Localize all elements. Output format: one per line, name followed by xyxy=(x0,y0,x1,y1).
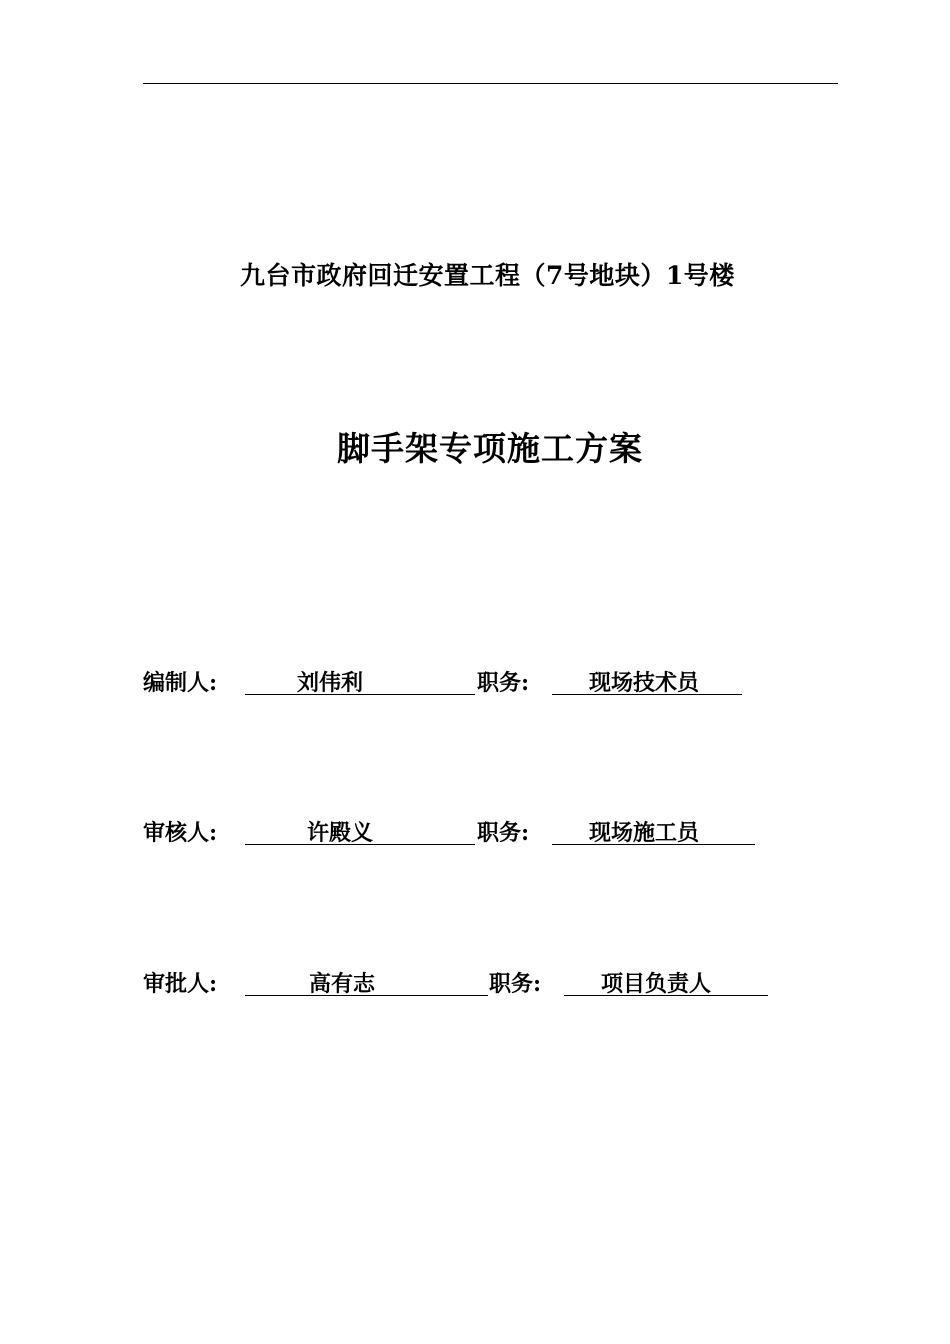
header-rule xyxy=(143,83,838,84)
approver-duty: 项目负责人 xyxy=(601,971,712,997)
preparer-name-field xyxy=(245,666,475,695)
approver-name: 高有志 xyxy=(309,971,376,997)
preparer-name: 刘伟利 xyxy=(297,670,364,696)
reviewer-duty-field xyxy=(552,816,755,845)
reviewer-duty: 现场施工员 xyxy=(589,820,700,846)
approver-name-field xyxy=(245,967,488,996)
preparer-duty-field xyxy=(552,666,742,695)
reviewer-name-field xyxy=(245,816,475,845)
preparer-label: 编制人: xyxy=(143,670,218,696)
preparer-duty-label: 职务: xyxy=(477,670,530,696)
approver-label: 审批人: xyxy=(143,971,218,997)
reviewer-label: 审核人: xyxy=(143,820,218,846)
preparer-duty: 现场技术员 xyxy=(589,670,700,696)
reviewer-name: 许殿义 xyxy=(307,820,374,846)
reviewer-duty-label: 职务: xyxy=(477,820,530,846)
document-title: 脚手架专项施工方案 xyxy=(337,429,643,468)
approver-duty-label: 职务: xyxy=(489,971,542,997)
project-title: 九台市政府回迁安置工程（7号地块）1号楼 xyxy=(240,261,735,290)
approver-duty-field xyxy=(564,967,768,996)
